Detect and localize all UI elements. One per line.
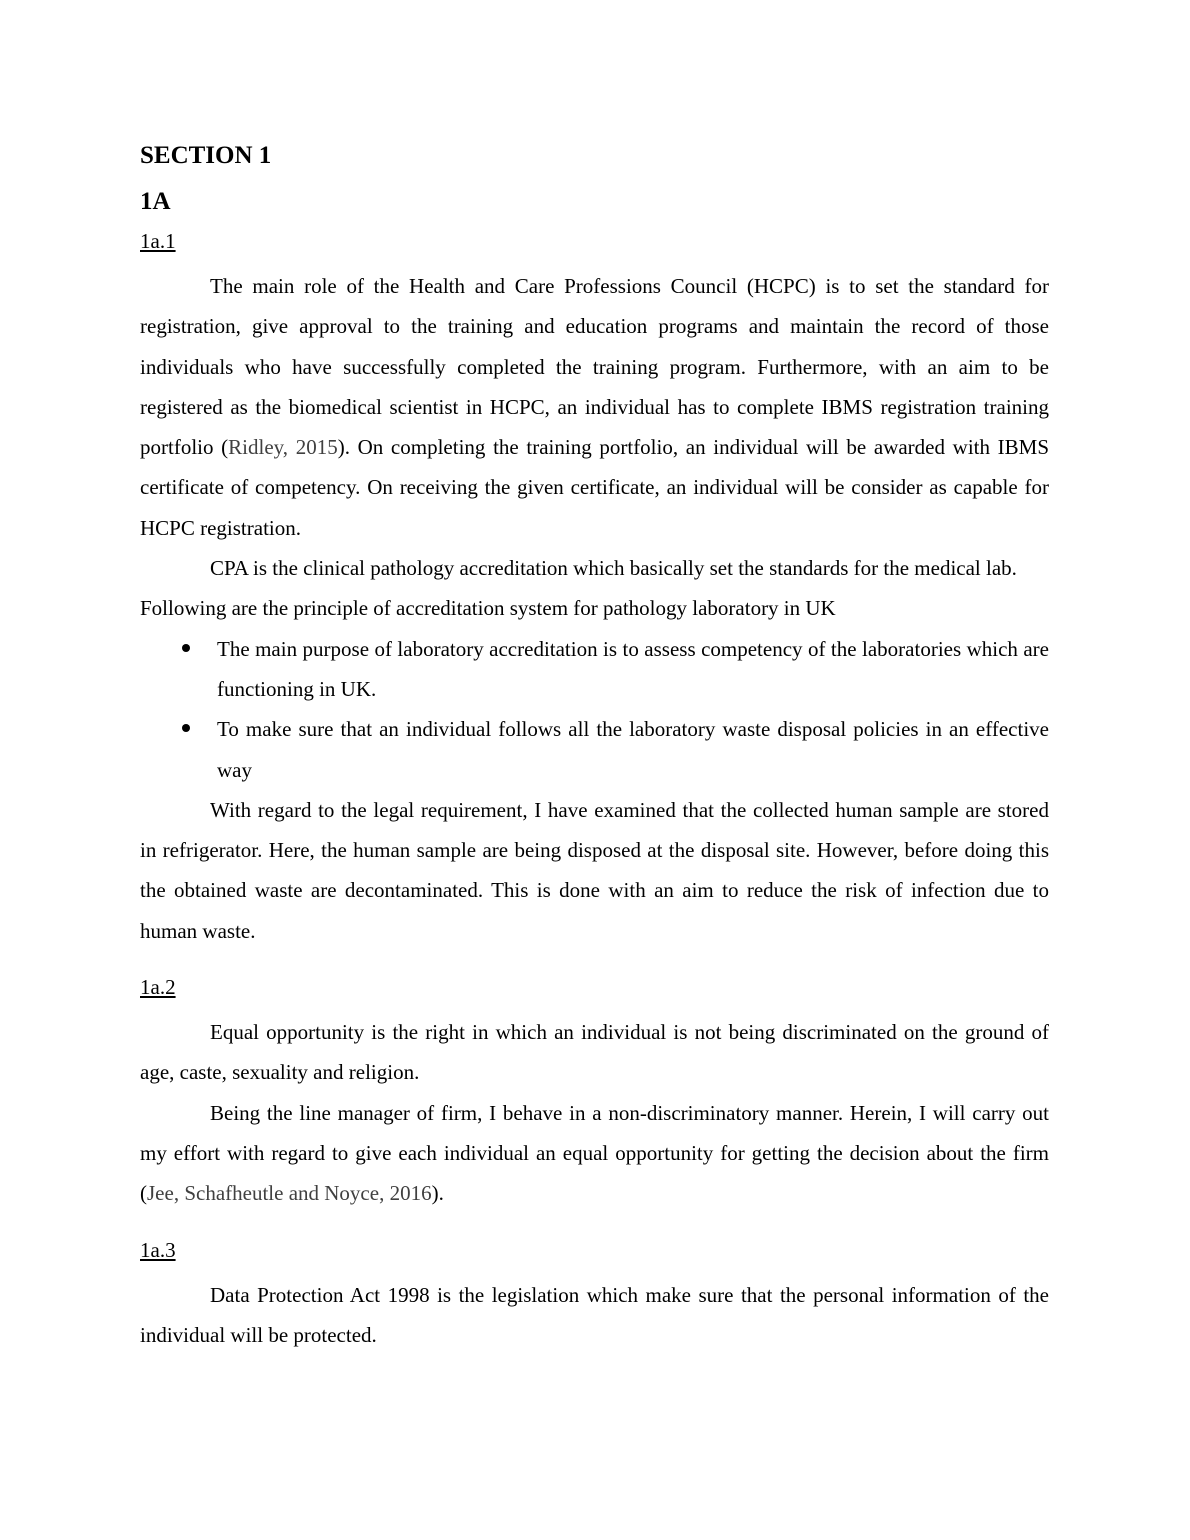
section-1a1-title: 1a.1 xyxy=(140,229,176,253)
data-protection-paragraph: Data Protection Act 1998 is the legislation which make sure that the personal information of the individual will be protected. xyxy=(140,1282,1049,1347)
hcpc-text-start: The main role of the Health and Care Professions Council (HCPC) is to set the standard for registration, give approval to the training and education programs and maintain the record of those individuals who have successfully completed the training program. Furthermore, with an aim to be registered as the biomedical scientist in HCPC, an individual has to complete IBMS registration training portfolio ( xyxy=(140,274,1049,460)
line-manager-text-start: Being the line manager of firm, I behave in a non-discriminatory manner. Herein, I will carry out my effort with regard to give each individual an equal opportunity for getting the decision about the firm ( xyxy=(140,1100,1049,1206)
hcpc-paragraph xyxy=(140,266,1049,548)
list-item-text: To make sure that an individual follows all the laboratory waste disposal policies in an effective way xyxy=(217,717,1049,782)
section-1a3-title: 1a.3 xyxy=(140,1237,176,1262)
list-item xyxy=(140,629,1049,710)
hcpc-text-end: ). On completing the training portfolio, an individual will be awarded with IBMS certificate of competency. On receiving the given certificate, an individual will be consider as capable for HCPC registration. xyxy=(140,435,1049,540)
document-page xyxy=(140,138,1049,1355)
subsection-heading: 1A xyxy=(140,188,171,215)
line-manager-text-end: ). xyxy=(431,1181,444,1206)
list-item-text: The main purpose of laboratory accreditation is to assess competency of the laboratories which are functioning in UK. xyxy=(217,636,1049,701)
principles-list xyxy=(140,629,1049,790)
section-1a2-title: 1a.2 xyxy=(140,975,176,1000)
citation-ridley: Ridley, 2015 xyxy=(228,435,338,460)
section-heading: SECTION 1 xyxy=(140,142,272,169)
bullet-icon xyxy=(182,724,190,732)
legal-requirement-paragraph: With regard to the legal requirement, I have examined that the collected human sample are stored in refrigerator. Here, the human sample are being disposed at the disposal site. However, before doing this the obtained waste are decontaminated. This is done with an aim to reduce the risk of infection due to human waste. xyxy=(140,797,1049,943)
cpa-paragraph: CPA is the clinical pathology accreditation which basically set the standards for the medical lab. xyxy=(210,556,1017,581)
citation-jee: Jee, Schafheutle and Noyce, 2016 xyxy=(147,1181,432,1206)
principles-intro: Following are the principle of accreditation system for pathology laboratory in UK xyxy=(140,596,836,621)
list-item xyxy=(140,709,1049,790)
equal-opportunity-paragraph: Equal opportunity is the right in which an individual is not being discriminated on the ground of age, caste, sexuality and religion. xyxy=(140,1020,1049,1085)
bullet-icon xyxy=(182,644,190,652)
line-manager-paragraph xyxy=(140,1093,1049,1214)
